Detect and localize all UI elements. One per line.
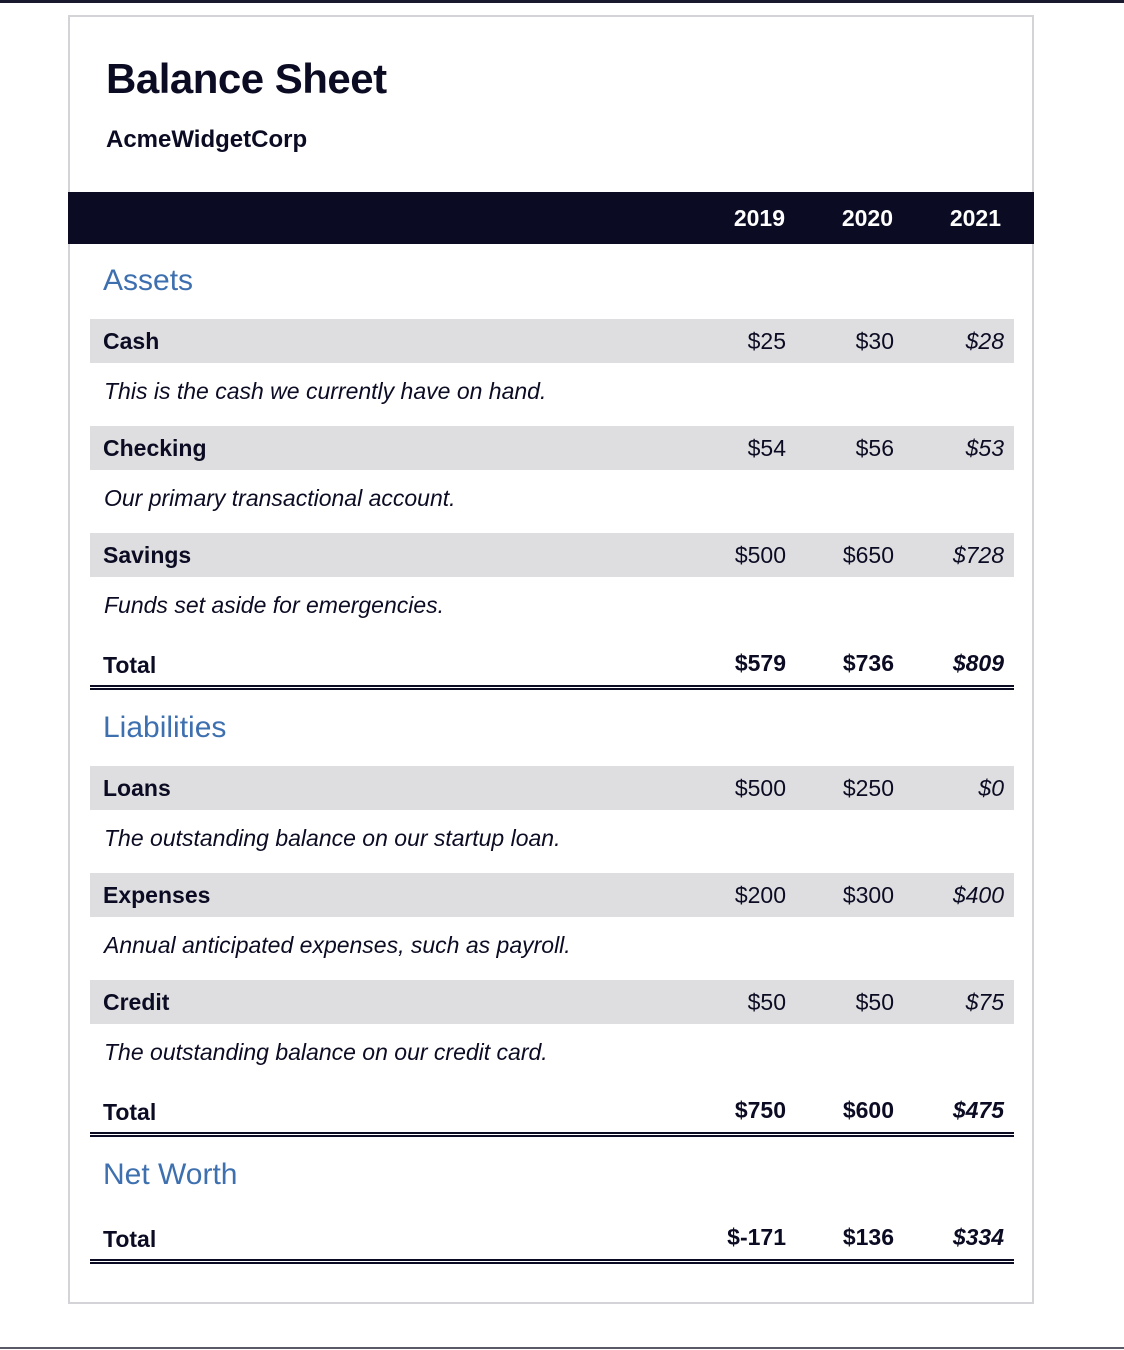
- year-header-2019: 2019: [733, 205, 785, 231]
- row-label: Cash: [103, 328, 160, 354]
- row-value-2019: $500: [734, 775, 786, 801]
- row-value-2020: $250: [842, 775, 894, 801]
- total-value-2019: $750: [734, 1097, 786, 1123]
- section-title-net-worth: Net Worth: [103, 1158, 238, 1191]
- year-header-2020: 2020: [841, 205, 893, 231]
- total-label: Total: [103, 1226, 157, 1252]
- total-value-2020: $736: [842, 650, 894, 676]
- row-value-2021: $0: [978, 775, 1004, 801]
- table-row-savings: [90, 533, 1014, 577]
- row-value-2019: $25: [747, 328, 786, 354]
- table-row-expenses: [90, 873, 1014, 917]
- table-row-loans: [90, 766, 1014, 810]
- section-title-assets: Assets: [103, 264, 194, 297]
- row-value-2021: $728: [952, 542, 1004, 568]
- row-label: Loans: [103, 775, 171, 801]
- row-value-2019: $54: [747, 435, 786, 461]
- row-label: Expenses: [103, 882, 211, 908]
- row-description-expenses: Annual anticipated expenses, such as payroll.: [104, 932, 571, 958]
- row-label: Credit: [103, 989, 170, 1015]
- row-description-loans: The outstanding balance on our startup loan.: [104, 825, 561, 851]
- row-value-2020: $50: [855, 989, 894, 1015]
- total-row-net-worth: [90, 1217, 1014, 1264]
- section-title-liabilities: Liabilities: [103, 711, 227, 744]
- row-value-2019: $200: [734, 882, 786, 908]
- row-description-savings: Funds set aside for emergencies.: [104, 592, 445, 618]
- total-value-2019: $-171: [727, 1224, 786, 1250]
- total-value-2021: $334: [952, 1224, 1004, 1250]
- top-rule: [0, 0, 1124, 3]
- row-value-2021: $400: [952, 882, 1004, 908]
- row-value-2021: $28: [965, 328, 1004, 354]
- row-value-2020: $650: [842, 542, 894, 568]
- year-header-2021: 2021: [949, 205, 1001, 231]
- total-row-assets: [90, 643, 1014, 690]
- row-value-2020: $300: [842, 882, 894, 908]
- page-title: Balance Sheet: [106, 55, 387, 102]
- total-value-2020: $136: [842, 1224, 894, 1250]
- total-value-2021: $809: [952, 650, 1004, 676]
- row-value-2021: $53: [965, 435, 1004, 461]
- row-value-2019: $500: [734, 542, 786, 568]
- company-name: AcmeWidgetCorp: [106, 126, 308, 153]
- row-label: Checking: [103, 435, 207, 461]
- bottom-rule: [0, 1347, 1124, 1349]
- total-value-2019: $579: [734, 650, 786, 676]
- row-value-2021: $75: [965, 989, 1004, 1015]
- row-description-credit: The outstanding balance on our credit card.: [104, 1039, 548, 1065]
- balance-sheet-document: [68, 15, 1034, 1304]
- row-description-cash: This is the cash we currently have on hand.: [104, 378, 547, 404]
- total-value-2020: $600: [842, 1097, 894, 1123]
- table-row-cash: [90, 319, 1014, 363]
- row-value-2020: $30: [855, 328, 894, 354]
- table-row-credit: [90, 980, 1014, 1024]
- row-label: Savings: [103, 542, 192, 568]
- total-row-liabilities: [90, 1090, 1014, 1137]
- total-value-2021: $475: [952, 1097, 1004, 1123]
- year-header-bar: [68, 192, 1034, 244]
- row-description-checking: Our primary transactional account.: [104, 485, 456, 511]
- row-value-2020: $56: [855, 435, 894, 461]
- total-label: Total: [103, 1099, 157, 1125]
- row-value-2019: $50: [747, 989, 786, 1015]
- table-row-checking: [90, 426, 1014, 470]
- total-label: Total: [103, 652, 157, 678]
